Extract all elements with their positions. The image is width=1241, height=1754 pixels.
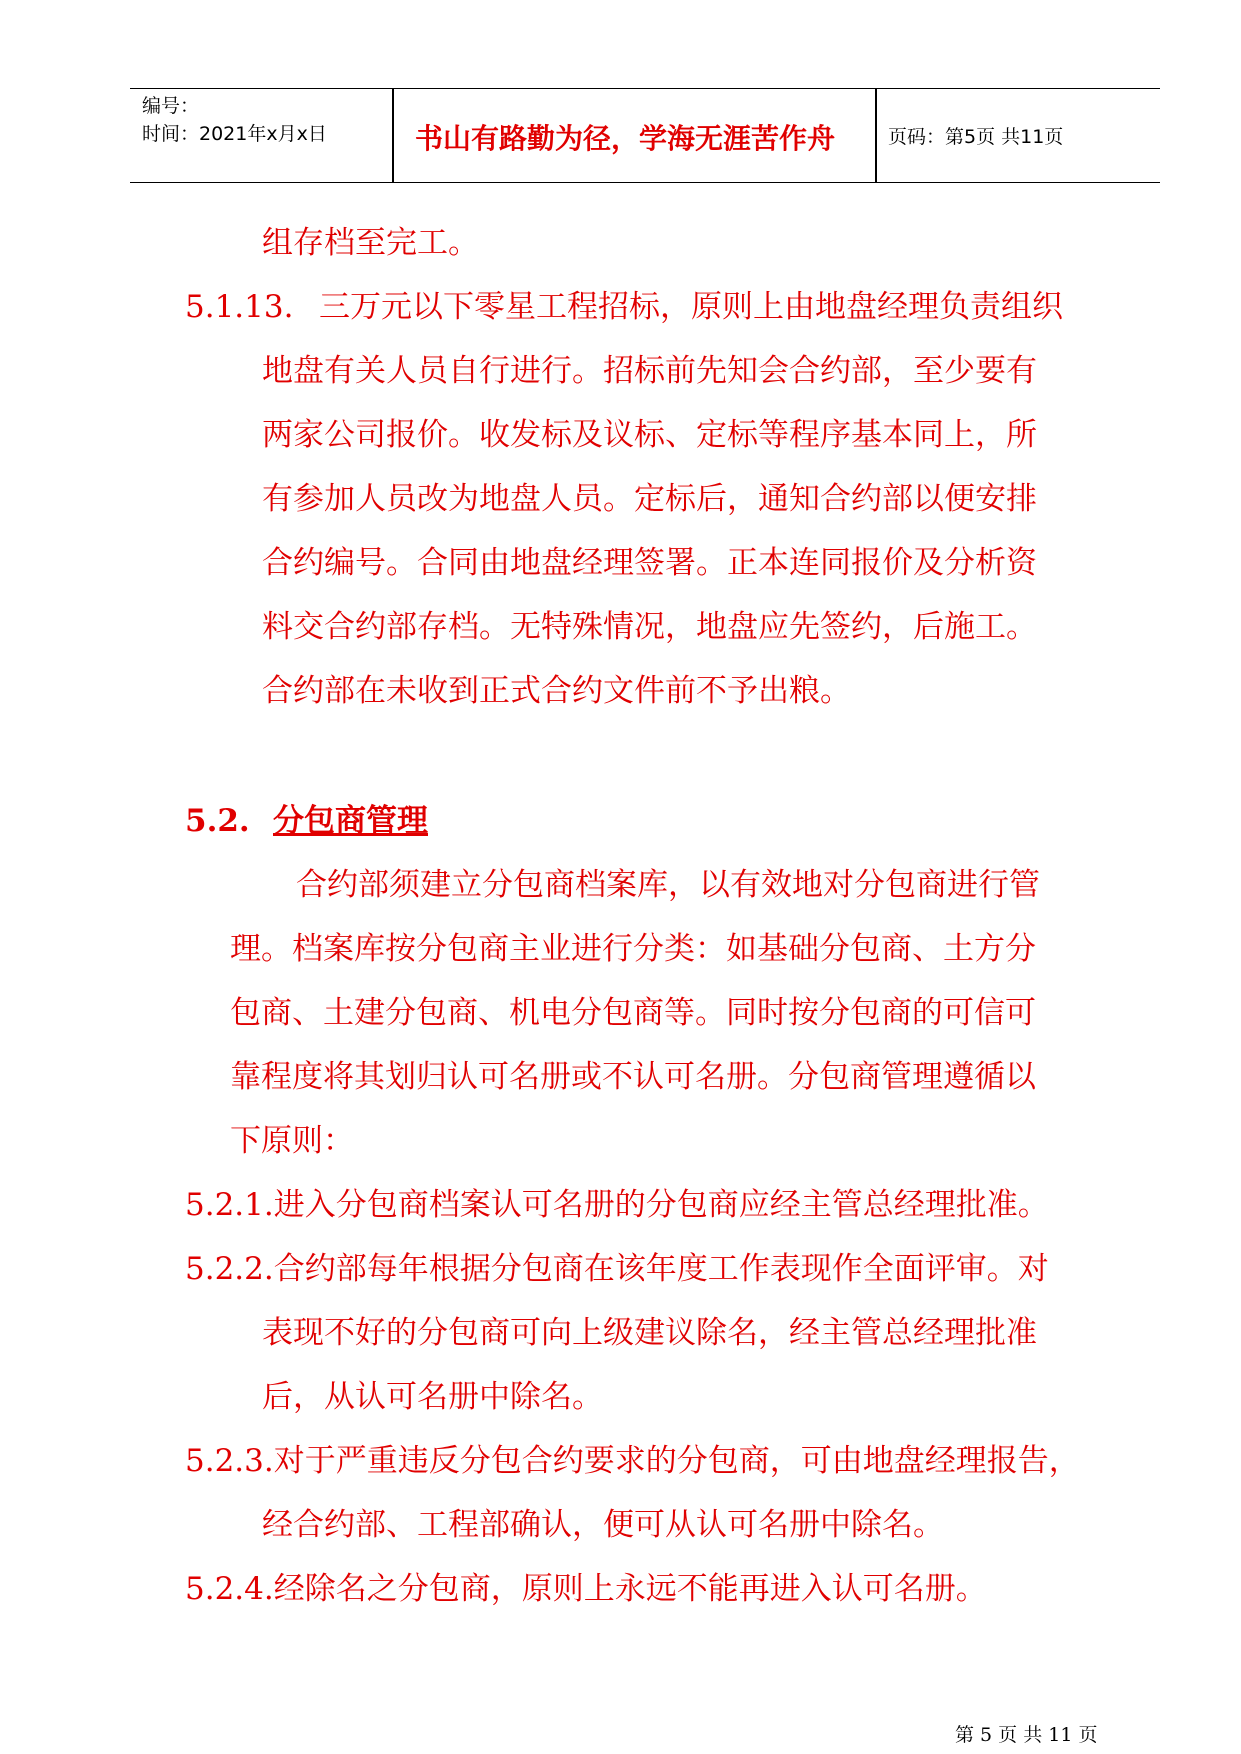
- body-line: 后，从认可名册中除名。: [262, 1379, 603, 1415]
- document-time-label: 时间：2021年x月x日: [142, 123, 327, 145]
- body-line: 理。档案库按分包商主业进行分类：如基础分包商、土方分: [230, 931, 1036, 967]
- body-line: 有参加人员改为地盘人员。定标后，通知合约部以便安排: [262, 481, 1037, 517]
- body-line: 表现不好的分包商可向上级建议除名，经主管总经理批准: [262, 1315, 1037, 1351]
- section-title: 分包商管理: [273, 803, 428, 839]
- body-line: 合约编号。合同由地盘经理签署。正本连同报价及分析资: [262, 545, 1037, 581]
- document-number-label: 编号：: [142, 95, 200, 117]
- clause-number: 5.1.13.: [185, 289, 294, 325]
- body-line: 两家公司报价。收发标及议标、定标等程序基本同上，所: [262, 417, 1037, 453]
- clause-5-2-3: 5.2.3.对于严重违反分包合约要求的分包商，可由地盘经理报告，: [185, 1443, 1080, 1479]
- header-divider: [392, 89, 394, 182]
- clause-5-1-13: [185, 290, 1063, 324]
- body-line: 料交合约部存档。无特殊情况，地盘应先签约，后施工。: [262, 609, 1037, 645]
- clause-text: 三万元以下零星工程招标，原则上由地盘经理负责组织: [319, 289, 1063, 325]
- clause-5-2-1: 5.2.1.进入分包商档案认可名册的分包商应经主管总经理批准。: [185, 1187, 1049, 1223]
- section-heading-5-2: [185, 804, 428, 838]
- header-motto: 书山有路勤为径，学海无涯苦作舟: [415, 122, 836, 155]
- body-line: 靠程度将其划归认可名册或不认可名册。分包商管理遵循以: [230, 1059, 1036, 1095]
- body-line: 包商、土建分包商、机电分包商等。同时按分包商的可信可: [230, 995, 1036, 1031]
- body-line: 下原则：: [230, 1123, 354, 1159]
- header-page-label: 页码：第5页 共11页: [888, 126, 1064, 148]
- section-number: 5.2.: [185, 803, 250, 839]
- body-line: 经合约部、工程部确认，便可从认可名册中除名。: [262, 1507, 944, 1543]
- body-line: 地盘有关人员自行进行。招标前先知会合约部，至少要有: [262, 353, 1037, 389]
- header-divider: [875, 89, 877, 182]
- body-line: 组存档至完工。: [262, 225, 479, 261]
- clause-5-2-4: 5.2.4.经除名之分包商，原则上永远不能再进入认可名册。: [185, 1571, 987, 1607]
- clause-5-2-2: 5.2.2.合约部每年根据分包商在该年度工作表现作全面评审。对: [185, 1251, 1049, 1287]
- body-line: 合约部须建立分包商档案库，以有效地对分包商进行管: [296, 867, 1040, 903]
- page-header: [130, 88, 1160, 183]
- page-footer: 第 5 页 共 11 页: [955, 1724, 1098, 1746]
- body-line: 合约部在未收到正式合约文件前不予出粮。: [262, 673, 851, 709]
